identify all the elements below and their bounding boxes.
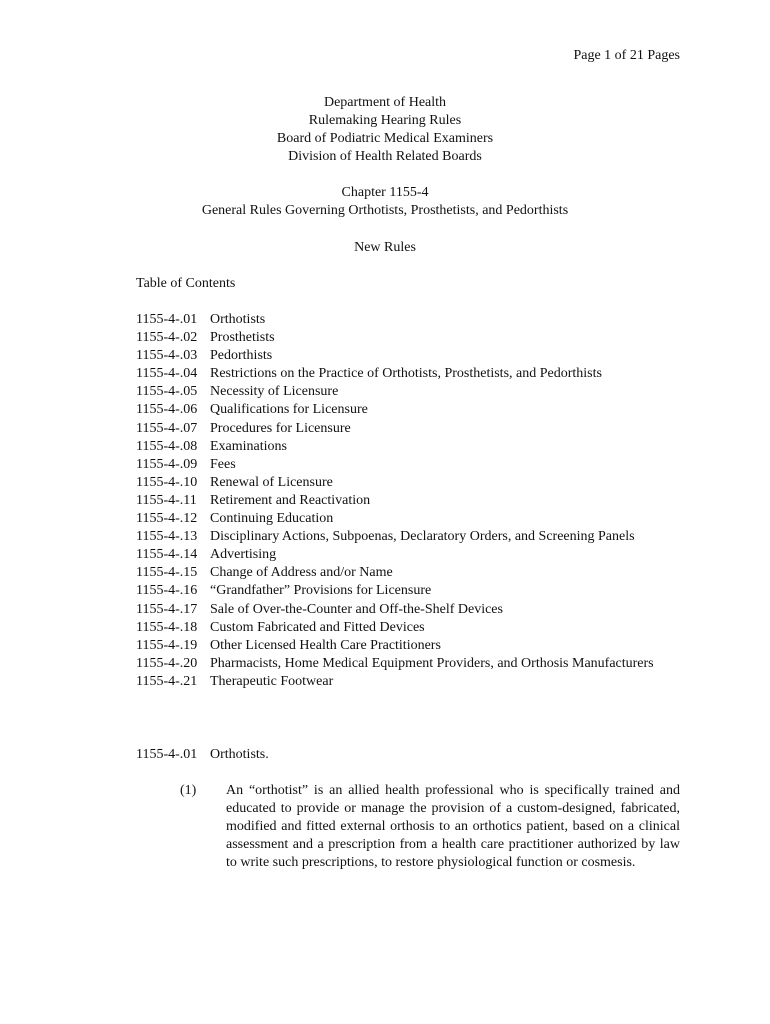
chapter-number: Chapter 1155-4 xyxy=(341,185,429,200)
toc-entry-number: 1155-4-.17 xyxy=(136,601,198,617)
header-line-rules-type: Rulemaking Hearing Rules xyxy=(308,113,462,128)
toc-entry-title: Change of Address and/or Name xyxy=(210,565,393,581)
toc-entry-number: 1155-4-.20 xyxy=(136,655,198,671)
toc-entry-title: Restrictions on the Practice of Orthotists, Prosthetists, and Pedorthists xyxy=(210,366,602,382)
toc-entry xyxy=(136,564,696,582)
toc-entry-title: Fees xyxy=(210,456,236,472)
header-line-board: Board of Podiatric Medical Examiners xyxy=(276,131,494,146)
toc-entry-title: Custom Fabricated and Fitted Devices xyxy=(210,619,425,635)
toc-entry-title: Qualifications for Licensure xyxy=(210,402,368,418)
toc-entry-number: 1155-4-.16 xyxy=(136,583,198,599)
toc-entry-title: “Grandfather” Provisions for Licensure xyxy=(210,583,432,599)
toc-entry-number: 1155-4-.14 xyxy=(136,547,198,563)
toc-title: Table of Contents xyxy=(136,276,236,291)
toc-entry xyxy=(136,582,696,600)
section-heading xyxy=(136,746,269,764)
toc-entry-title: Prosthetists xyxy=(210,330,275,346)
toc-entry xyxy=(136,655,696,673)
toc-entry-number: 1155-4-.15 xyxy=(136,565,198,581)
toc-entry xyxy=(136,510,696,528)
toc-entry-title: Pedorthists xyxy=(210,348,273,364)
toc-entry-number: 1155-4-.07 xyxy=(136,420,198,436)
toc-entry-number: 1155-4-.11 xyxy=(136,492,197,508)
toc-entry-number: 1155-4-.04 xyxy=(136,366,198,382)
toc-entry xyxy=(136,601,696,619)
toc-entry-number: 1155-4-.09 xyxy=(136,456,198,472)
toc-entry xyxy=(136,347,696,365)
toc-entry xyxy=(136,420,696,438)
toc-entry-title: Therapeutic Footwear xyxy=(210,673,334,689)
toc-entry xyxy=(136,492,696,510)
chapter-heading xyxy=(0,184,770,220)
toc-entry-number: 1155-4-.10 xyxy=(136,474,198,490)
header-line-department: Department of Health xyxy=(323,95,447,110)
toc-entry-title: Advertising xyxy=(210,547,277,563)
paragraph-marker: (1) xyxy=(180,783,197,798)
toc-entry-number: 1155-4-.02 xyxy=(136,330,198,346)
document-header xyxy=(0,94,770,166)
toc-entry-number: 1155-4-.18 xyxy=(136,619,198,635)
header-line-division: Division of Health Related Boards xyxy=(288,149,482,164)
toc-entry-number: 1155-4-.19 xyxy=(136,637,198,653)
table-of-contents xyxy=(136,311,696,691)
toc-entry xyxy=(136,329,696,347)
toc-entry-title: Necessity of Licensure xyxy=(210,384,339,400)
toc-entry-number: 1155-4-.03 xyxy=(136,348,198,364)
toc-entry-number: 1155-4-.12 xyxy=(136,511,198,527)
toc-entry-title: Retirement and Reactivation xyxy=(210,492,371,508)
toc-entry-title: Continuing Education xyxy=(210,511,334,527)
toc-entry xyxy=(136,474,696,492)
page-number: Page 1 of 21 Pages xyxy=(573,48,680,63)
section-paragraph xyxy=(180,782,680,872)
toc-entry-number: 1155-4-.05 xyxy=(136,384,198,400)
toc-entry xyxy=(136,383,696,401)
toc-entry xyxy=(136,438,696,456)
toc-entry xyxy=(136,673,696,691)
toc-entry-title: Other Licensed Health Care Practitioners xyxy=(210,637,441,653)
toc-entry-title: Procedures for Licensure xyxy=(210,420,351,436)
toc-entry-number: 1155-4-.13 xyxy=(136,529,198,545)
toc-entry-title: Renewal of Licensure xyxy=(210,474,333,490)
toc-entry xyxy=(136,619,696,637)
toc-entry xyxy=(136,401,696,419)
toc-entry-number: 1155-4-.06 xyxy=(136,402,198,418)
toc-entry xyxy=(136,311,696,329)
section-number: 1155-4-.01 xyxy=(136,747,198,762)
toc-entry-title: Sale of Over-the-Counter and Off-the-Shelf Devices xyxy=(210,601,503,617)
toc-entry xyxy=(136,546,696,564)
toc-entry-number: 1155-4-.21 xyxy=(136,673,198,689)
section-title: Orthotists. xyxy=(210,747,269,762)
toc-entry-title: Examinations xyxy=(210,438,287,454)
new-rules-label: New Rules xyxy=(354,240,416,255)
toc-entry-title: Pharmacists, Home Medical Equipment Providers, and Orthosis Manufacturers xyxy=(210,655,654,671)
paragraph-text: An “orthotist” is an allied health professional who is specifically trained and educated to provide or manage the provision of a custom-designed, fabricated, modified and fitted external orthosis to an orthotics patient, based on a clinical assessment and a prescription from a health care practitioner authorized by law to write such prescriptions, to restore physiological function or cosmesis. xyxy=(226,783,680,870)
toc-entry-number: 1155-4-.01 xyxy=(136,312,198,327)
toc-entry-title: Orthotists xyxy=(210,312,266,327)
toc-entry-title: Disciplinary Actions, Subpoenas, Declaratory Orders, and Screening Panels xyxy=(210,529,635,545)
toc-entry xyxy=(136,456,696,474)
toc-entry xyxy=(136,365,696,383)
toc-entry xyxy=(136,528,696,546)
toc-entry xyxy=(136,637,696,655)
toc-entry-number: 1155-4-.08 xyxy=(136,438,198,454)
chapter-title: General Rules Governing Orthotists, Prosthetists, and Pedorthists xyxy=(201,203,569,218)
